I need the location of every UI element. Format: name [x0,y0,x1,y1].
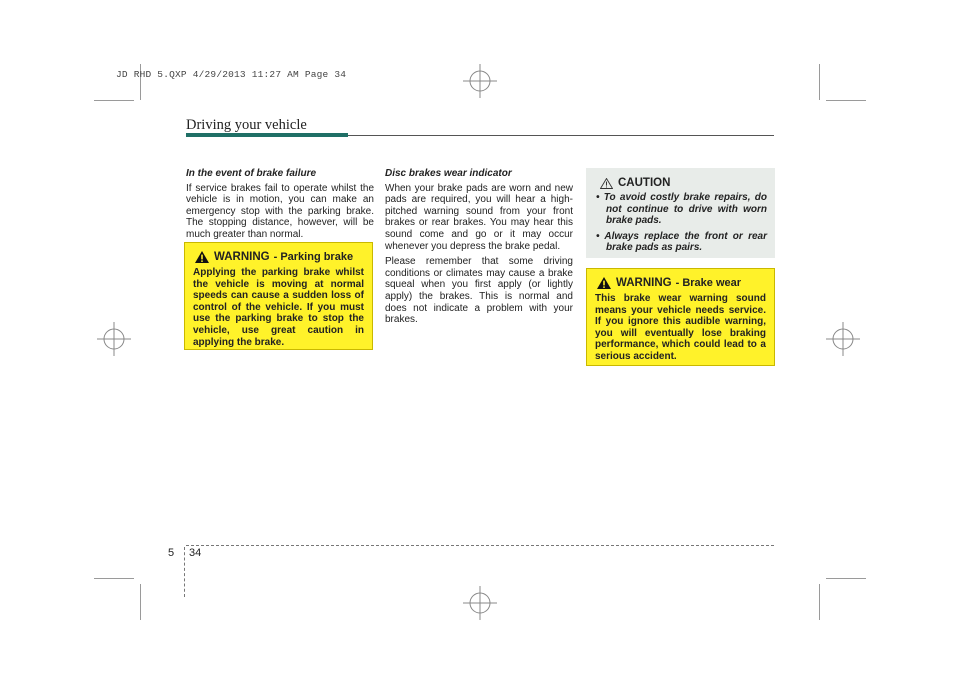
column-disc-brakes [385,168,573,330]
column-brake-failure [186,168,374,245]
title-underline-bar [186,133,348,137]
warning-body: Applying the parking brake whilst the vehicle is moving at normal speeds can cause a sudden loss of control of the vehicle. If you must use the parking brake to stop the vehicle, use great caution in applying the brake. [193,267,364,348]
warning-word: WARNING [214,251,270,263]
crop-mark [819,64,820,100]
warning-title: - Parking brake [273,251,354,263]
warning-box-parking-brake [184,242,373,350]
registration-mark-icon [463,64,497,98]
caution-item: • To avoid costly brake repairs, do not continue to drive with worn brake pads. [596,192,767,227]
paragraph-brake-failure: If service brakes fail to operate whilst the vehicle is in motion, you can make an emergency stop with the parking brake. The stopping distance, however, will be much greater than normal. [186,182,374,240]
warning-triangle-icon [195,251,209,263]
warning-header [595,277,766,289]
warning-box-brake-wear [586,268,775,366]
page-number-separator [184,547,185,597]
footer-rule [186,545,774,546]
heading-disc-brakes: Disc brakes wear indicator [385,168,512,179]
warning-title: - Brake wear [675,277,742,289]
page-number: 34 [189,547,202,559]
caution-item: • Always replace the front or rear brake pads as pairs. [596,230,767,254]
warning-word: WARNING [616,277,672,289]
crop-mark [819,584,820,620]
warning-header [193,251,364,263]
registration-mark-icon [826,322,860,356]
title-rule [348,135,774,136]
section-title: Driving your vehicle [186,117,307,133]
crop-mark [94,100,134,101]
crop-mark [140,584,141,620]
caution-header [596,177,767,189]
caution-triangle-icon [600,178,613,189]
registration-mark-icon [463,586,497,620]
caution-box [586,168,775,258]
crop-mark [826,100,866,101]
caution-word: CAUTION [618,177,671,189]
warning-body: This brake wear warning sound means your vehicle needs service. If you ignore this audible warning, you will eventually lose braking performance, which could lead to a serious accident. [595,293,766,362]
registration-mark-icon [97,322,131,356]
crop-mark [826,578,866,579]
chapter-number: 5 [168,547,175,559]
caution-list [596,192,767,254]
warning-triangle-icon [597,277,611,289]
paragraph-disc-brakes-1: When your brake pads are worn and new pads are required, you will hear a high-pitched warning sound from your front brakes or rear brakes. You may hear this sound come and go or it may occur whenever you depress the brake pedal. [385,182,573,252]
paragraph-disc-brakes-2: Please remember that some driving conditions or climates may cause a brake squeal when you first apply (or lightly apply) the brakes. This is normal and does not indicate a problem with your brakes. [385,256,573,326]
print-header: JD RHD 5.QXP 4/29/2013 11:27 AM Page 34 [116,69,347,80]
crop-mark [94,578,134,579]
heading-brake-failure: In the event of brake failure [186,168,317,179]
